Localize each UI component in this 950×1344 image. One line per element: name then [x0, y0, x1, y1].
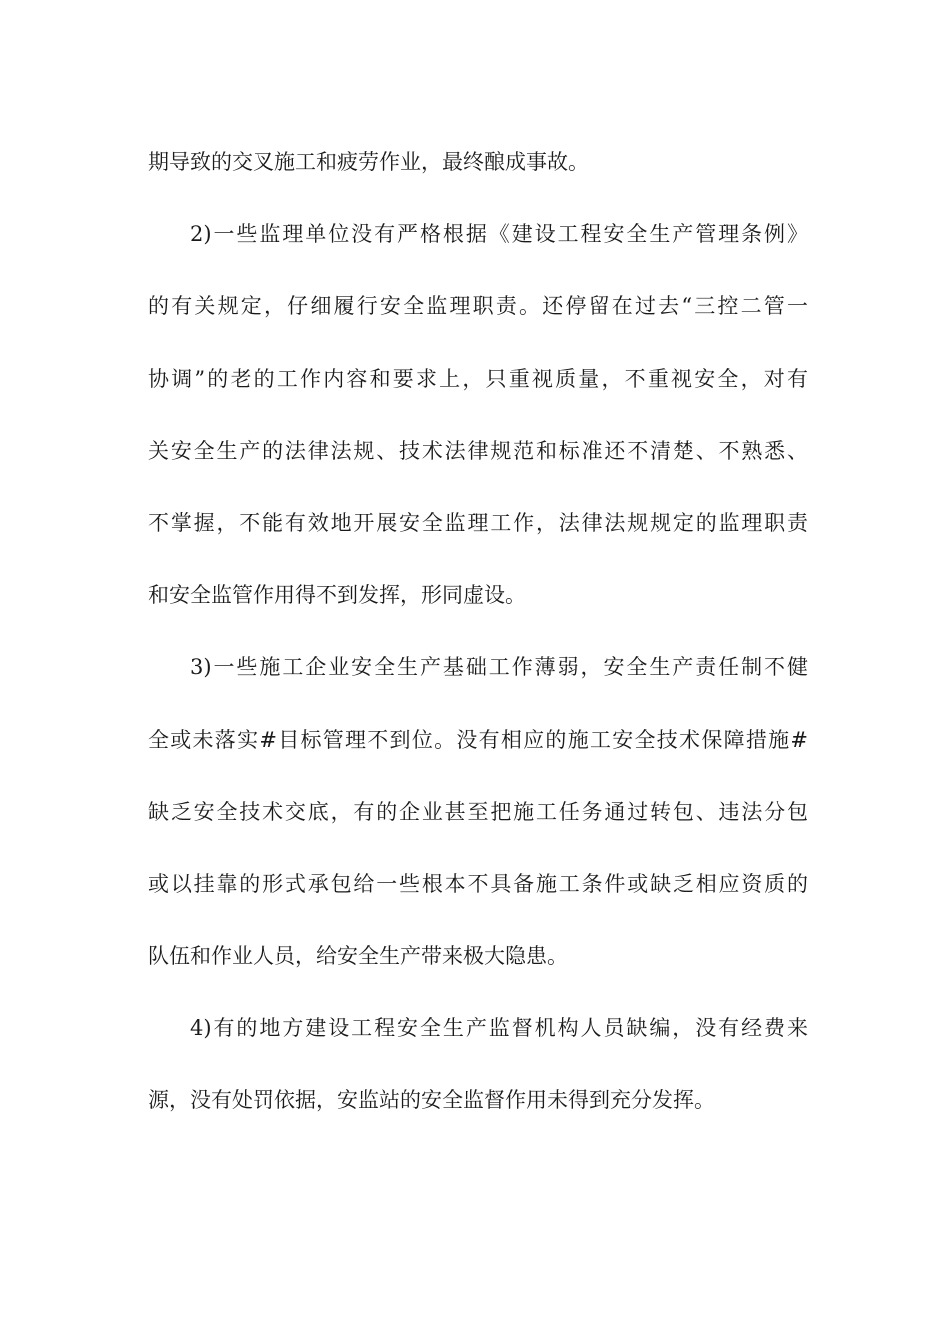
- text-line: 或以挂靠的形式承包给一些根本不具备施工条件或缺乏相应资质的: [148, 871, 808, 896]
- paragraph-3-start: 3)一些施工企业安全生产基础工作薄弱，安全生产责任制不健: [190, 655, 808, 680]
- text-line: 和安全监管作用得不到发挥，形同虚设。: [148, 583, 526, 608]
- text-line: 关安全生产的法律法规、技术法律规范和标准还不清楚、不熟悉、: [148, 438, 808, 463]
- text-line: 期导致的交叉施工和疲劳作业，最终酿成事故。: [148, 150, 589, 174]
- text-line: 全或未落实#目标管理不到位。没有相应的施工安全技术保障措施#: [148, 727, 808, 752]
- text-line: 的有关规定，仔细履行安全监理职责。还停留在过去“三控二管一: [148, 294, 808, 319]
- text-line: 队伍和作业人员，给安全生产带来极大隐患。: [148, 944, 568, 969]
- body-text: [148, 126, 808, 1137]
- paragraph-4-start: 4)有的地方建设工程安全生产监督机构人员缺编，没有经费来: [190, 1016, 808, 1041]
- text-line: 不掌握，不能有效地开展安全监理工作，法律法规规定的监理职责: [148, 510, 808, 535]
- text-line: 协调”的老的工作内容和要求上，只重视质量，不重视安全，对有: [148, 366, 808, 391]
- text-line: 源，没有处罚依据，安监站的安全监督作用未得到充分发挥。: [148, 1088, 715, 1113]
- paragraph-2-start: 2)一些监理单位没有严格根据《建设工程安全生产管理条例》: [190, 222, 808, 247]
- text-line: 缺乏安全技术交底，有的企业甚至把施工任务通过转包、违法分包: [148, 799, 808, 824]
